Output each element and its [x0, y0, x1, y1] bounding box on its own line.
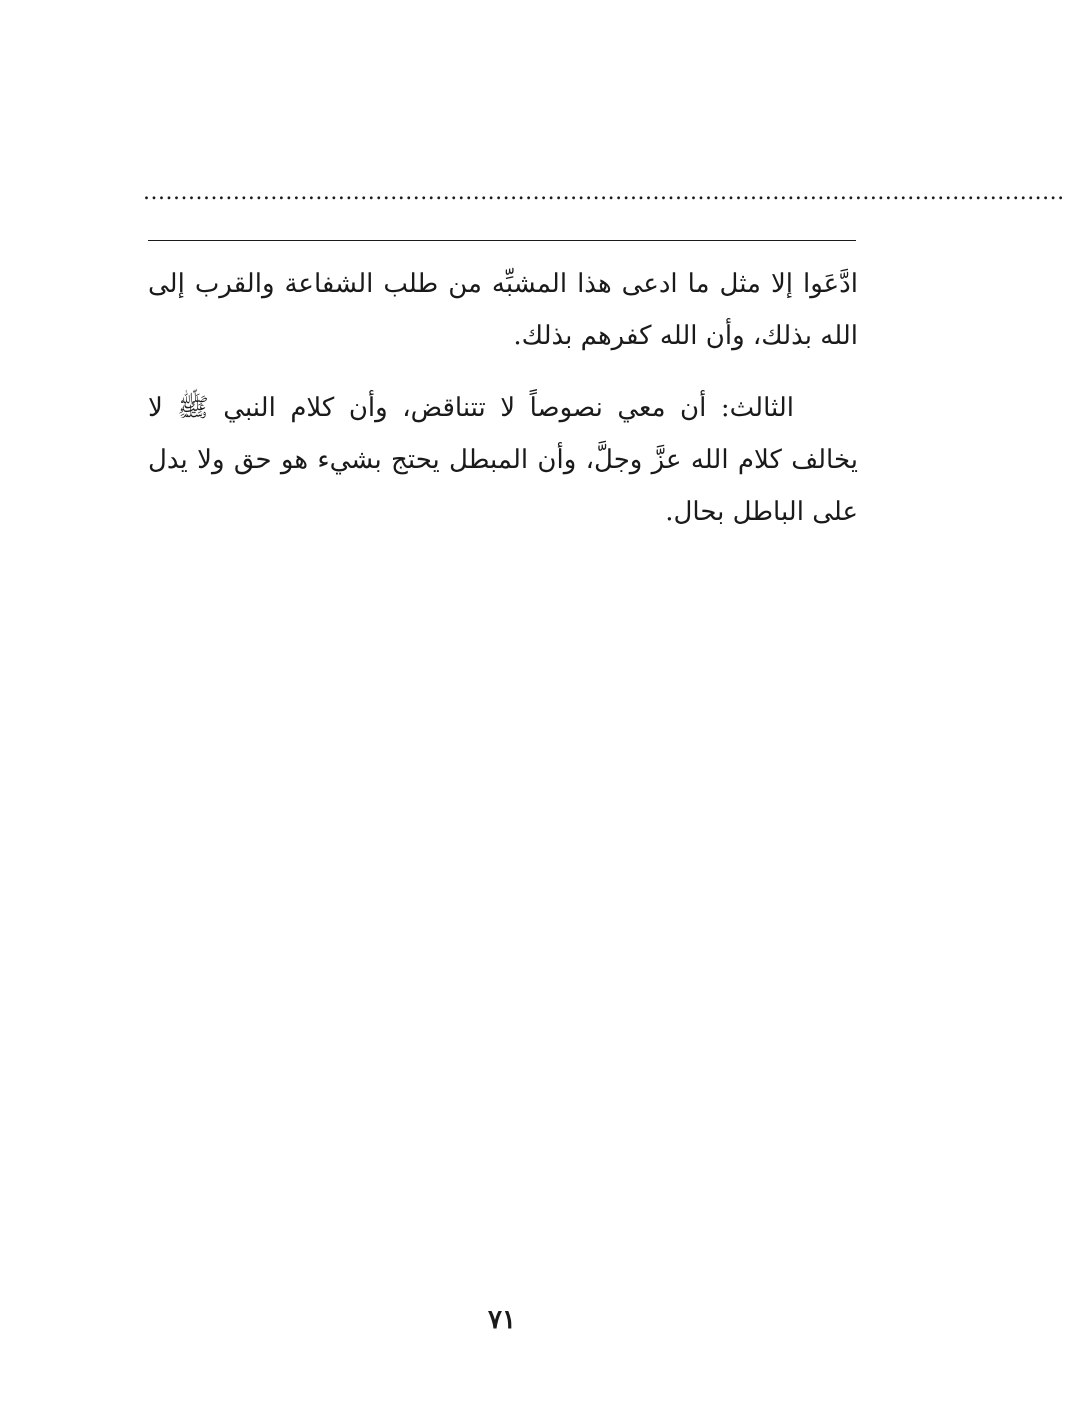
dotted-separator: ...........................................................................................................................: [143, 180, 1065, 205]
page-number: ٧١: [488, 1305, 516, 1335]
horizontal-rule: [148, 240, 856, 241]
paragraph-continuation: ادَّعَوا إلا مثل ما ادعى هذا المشبِّه من طلب الشفاعة والقرب إلى الله بذلك، وأن الله كفرهم بذلك.: [148, 269, 858, 351]
body-text: [148, 258, 858, 538]
paragraph-third-point: الثالث: أن معي نصوصاً لا تتناقض، وأن كلام النبي ﷺ لا يخالف كلام الله عزَّ وجلَّ، وأن المبطل يحتج بشيء هو حق ولا يدل على الباطل بحال.: [148, 393, 858, 527]
